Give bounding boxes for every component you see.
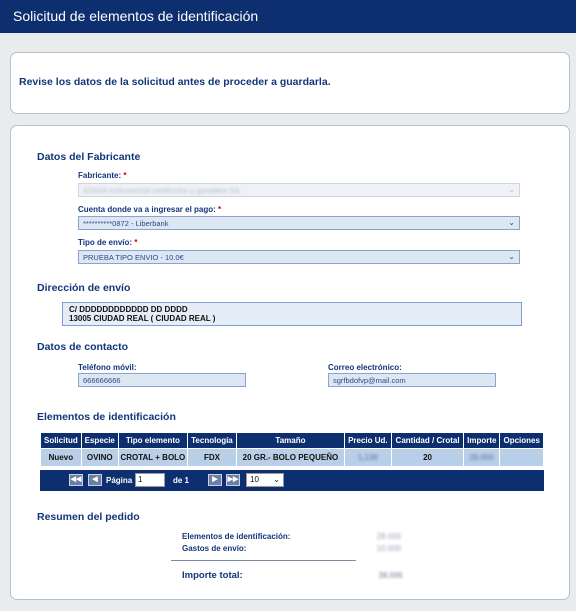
- column-header: Solicitud: [41, 433, 82, 449]
- column-header: Opciones: [500, 433, 544, 449]
- tipo-envio-select[interactable]: PRUEBA TIPO ENVIO - 10.0€ ⌄: [78, 250, 520, 264]
- section-title-contacto: Datos de contacto: [37, 341, 129, 353]
- page-size-select[interactable]: 10 ⌄: [246, 473, 284, 487]
- chevron-down-icon: ⌄: [273, 475, 280, 484]
- notice-panel: [10, 52, 570, 114]
- elements-table: [40, 432, 544, 467]
- table-header-row: [41, 433, 544, 449]
- last-page-button[interactable]: ▶▶: [226, 474, 240, 486]
- address-line-2: 13005 CIUDAD REAL ( CIUDAD REAL ): [69, 314, 216, 323]
- page-count-label: de 1: [173, 476, 190, 485]
- column-header: Tecnología: [187, 433, 236, 449]
- cell-cantidad: 20: [391, 449, 464, 467]
- tipo-envio-label: Tipo de envío: *: [78, 238, 138, 247]
- section-title-fabricante: Datos del Fabricante: [37, 151, 141, 163]
- column-header: Importe: [464, 433, 500, 449]
- summary-divider: [171, 560, 356, 561]
- title-bar: [0, 0, 576, 33]
- address-line-1: C/ DDDDDDDDDDDD DD DDDD: [69, 305, 188, 314]
- page-number-input[interactable]: 1: [135, 473, 165, 487]
- column-header: Tipo elemento: [118, 433, 187, 449]
- notice-message: Revise los datos de la solicitud antes de proceder a guardarla.: [19, 76, 331, 88]
- page-label: Página: [106, 476, 133, 485]
- cell-opciones: [500, 449, 544, 467]
- cell-importe: 28.000: [464, 449, 500, 467]
- first-page-button[interactable]: ◀◀: [69, 474, 83, 486]
- chevron-down-icon: ⌄: [508, 252, 515, 261]
- cell-precio: 1,138: [344, 449, 391, 467]
- fabricante-label: Fabricante: *: [78, 171, 127, 180]
- next-page-button[interactable]: ▶: [208, 474, 222, 486]
- summary-total-value: 38.00€: [378, 571, 403, 580]
- cuenta-select[interactable]: **********0872 - Liberbank ⌄: [78, 216, 520, 230]
- section-title-resumen: Resumen del pedido: [37, 511, 140, 523]
- column-header: Cantidad / Crotal: [391, 433, 464, 449]
- summary-gastos-value: 10.000: [376, 544, 401, 553]
- summary-elementos-value: 28.000: [376, 532, 401, 541]
- summary-elementos-label: Elementos de identificación:: [182, 532, 291, 541]
- prev-page-button[interactable]: ◀: [88, 474, 102, 486]
- cell-tipo-elemento: CROTAL + BOLO: [118, 449, 187, 467]
- summary-total-label: Importe total:: [182, 570, 243, 581]
- page-title: Solicitud de elementos de identificación: [13, 8, 259, 24]
- column-header: Precio Ud.: [344, 433, 391, 449]
- section-title-elementos: Elementos de identificación: [37, 411, 176, 423]
- summary-gastos-label: Gastos de envío:: [182, 544, 247, 553]
- telefono-field[interactable]: 666666666: [78, 373, 246, 387]
- section-title-direccion: Dirección de envío: [37, 282, 131, 294]
- cuenta-label: Cuenta donde va a ingresar el pago: *: [78, 205, 222, 214]
- chevron-down-icon: ⌄: [508, 185, 515, 194]
- column-header: Tamaño: [236, 433, 344, 449]
- cell-solicitud: Nuevo: [41, 449, 82, 467]
- fabricante-select: AZASA instrumental zootécnico y ganadero SA ⌄: [78, 183, 520, 197]
- table-row: [41, 449, 544, 467]
- cell-tamano: 20 GR.- BOLO PEQUEÑO: [236, 449, 344, 467]
- telefono-label: Teléfono móvil:: [78, 363, 137, 372]
- correo-label: Correo electrónico:: [328, 363, 402, 372]
- pagination-bar: [40, 470, 544, 491]
- request-form-panel: [10, 125, 570, 600]
- cell-especie: OVINO: [81, 449, 118, 467]
- cell-tecnologia: FDX: [187, 449, 236, 467]
- chevron-down-icon: ⌄: [508, 218, 515, 227]
- shipping-address-box: [62, 302, 522, 326]
- correo-field[interactable]: sgrfbdofvp@mail.com: [328, 373, 496, 387]
- column-header: Especie: [81, 433, 118, 449]
